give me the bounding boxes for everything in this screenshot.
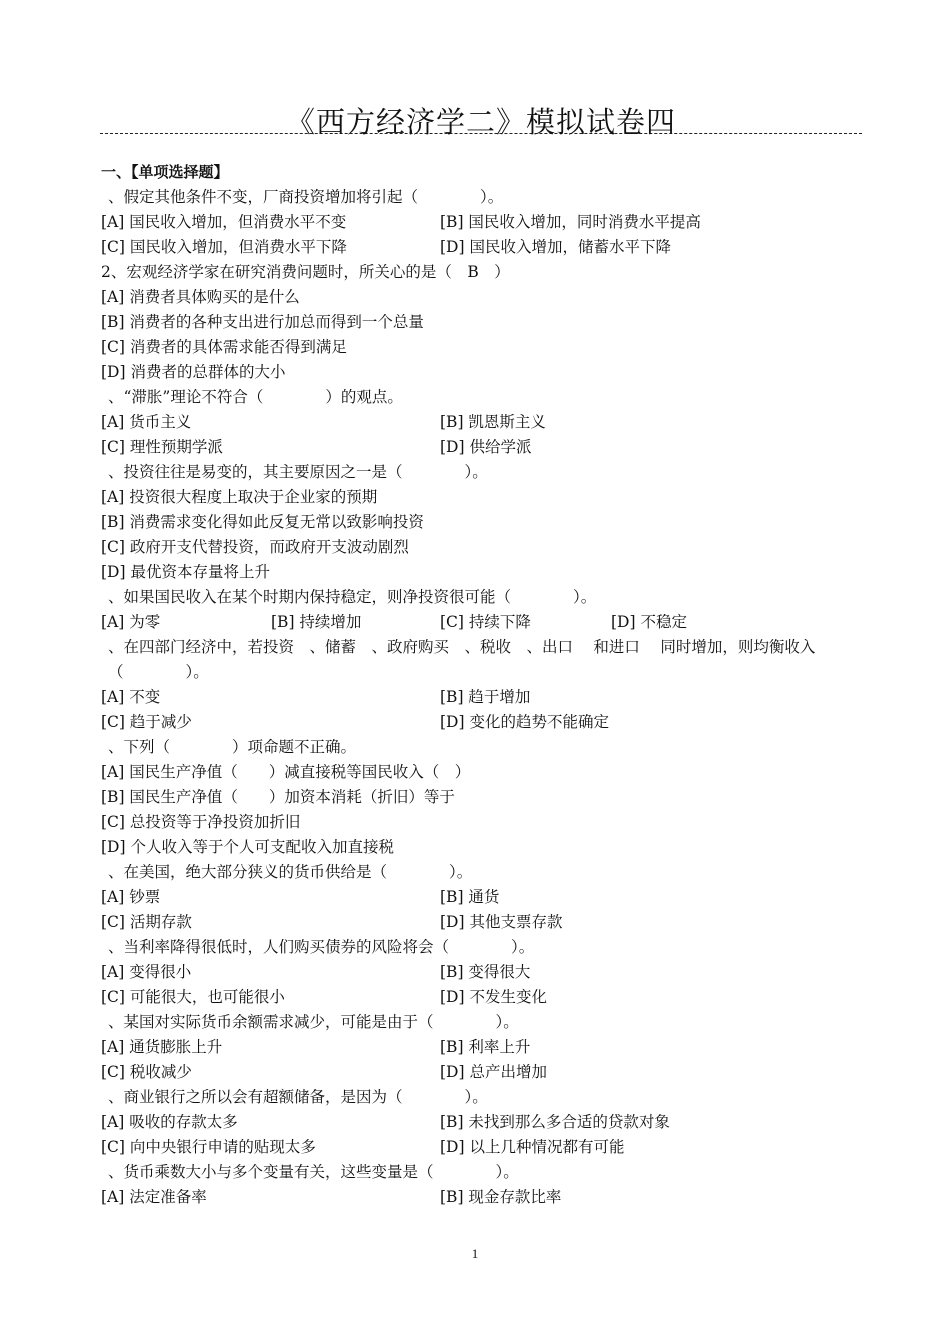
question-body	[101, 160, 863, 1210]
option-c: [C] 国民收入增加，但消费水平下降	[101, 238, 347, 256]
option-b: [B] 趋于增加	[440, 688, 531, 706]
question-stem: 、如果国民收入在某个时期内保持稳定，则净投资很可能（ ）。	[108, 588, 597, 606]
option-d: [D] 不发生变化	[440, 988, 547, 1006]
option-d: [D] 总产出增加	[440, 1063, 547, 1081]
option-c: [C] 活期存款	[101, 913, 192, 931]
title-block	[100, 100, 862, 144]
option-row	[101, 210, 863, 235]
option-a: [A] 法定准备率	[101, 1188, 207, 1206]
option-d: [D] 供给学派	[440, 438, 532, 456]
question-stem: 、某国对实际货币余额需求减少，可能是由于（ ）。	[108, 1013, 519, 1031]
option-c: [C] 税收减少	[101, 1063, 192, 1081]
option-c: [C] 政府开支代替投资，而政府开支波动剧烈	[101, 538, 409, 556]
option-d: [D] 其他支票存款	[440, 913, 563, 931]
question-stem: 、下列（ ）项命题不正确。	[108, 738, 357, 756]
option-a: [A] 通货膨胀上升	[101, 1038, 223, 1056]
option-b: [B] 消费需求变化得如此反复无常以致影响投资	[101, 513, 424, 531]
option-d: [D] 个人收入等于个人可支配收入加直接税	[101, 838, 394, 856]
option-d: [D] 不稳定	[611, 613, 687, 631]
option-b: [B] 未找到那么多合适的贷款对象	[440, 1113, 670, 1131]
option-a: [A] 消费者具体购买的是什么	[101, 288, 300, 306]
question-stem: 、当利率降得很低时，人们购买债券的风险将会（ ）。	[108, 938, 535, 956]
option-row	[101, 885, 863, 910]
option-row	[101, 435, 863, 460]
option-a: [A] 变得很小	[101, 963, 192, 981]
option-c: [C] 可能很大，也可能很小	[101, 988, 285, 1006]
question-stem: 、假定其他条件不变，厂商投资增加将引起（ ）。	[108, 188, 504, 206]
question-stem: 、货币乘数大小与多个变量有关，这些变量是（ ）。	[108, 1163, 519, 1181]
option-row	[101, 710, 863, 735]
question-stem: 、在四部门经济中，若投资 、储蓄 、政府购买 、税收 、出口 和进口 同时增加，则均衡收入	[108, 638, 816, 656]
option-c: [C] 趋于减少	[101, 713, 192, 731]
option-b: [B] 变得很大	[440, 963, 531, 981]
option-b: [B] 现金存款比率	[440, 1188, 562, 1206]
option-c: [C] 总投资等于净投资加折旧	[101, 813, 301, 831]
option-row	[101, 610, 863, 635]
option-row	[101, 1060, 863, 1085]
option-a: [A] 吸收的存款太多	[101, 1113, 238, 1131]
option-row	[101, 235, 863, 260]
option-row	[101, 960, 863, 985]
option-row	[101, 910, 863, 935]
option-a: [A] 投资很大程度上取决于企业家的预期	[101, 488, 378, 506]
option-row	[101, 685, 863, 710]
option-b: [B] 国民生产净值（ ）加资本消耗（折旧）等于	[101, 788, 455, 806]
option-c: [C] 理性预期学派	[101, 438, 223, 456]
option-b: [B] 利率上升	[440, 1038, 531, 1056]
option-row	[101, 1035, 863, 1060]
page-number: 1	[471, 1246, 479, 1261]
option-d: [D] 国民收入增加，储蓄水平下降	[440, 238, 671, 256]
option-a: [A] 货币主义	[101, 413, 192, 431]
option-d: [D] 变化的趋势不能确定	[440, 713, 609, 731]
option-a: [A] 钞票	[101, 888, 161, 906]
option-a: [A] 国民生产净值（ ）减直接税等国民收入（ ）	[101, 763, 471, 781]
option-row	[101, 1185, 863, 1210]
option-d: [D] 以上几种情况都有可能	[440, 1138, 625, 1156]
option-d: [D] 消费者的总群体的大小	[101, 363, 286, 381]
page-title: 《西方经济学二》模拟试卷四	[285, 105, 676, 139]
section-heading: 一、【单项选择题】	[101, 163, 229, 181]
option-a: [A] 为零	[101, 613, 161, 631]
option-c: [C] 持续下降	[440, 613, 531, 631]
option-row	[101, 410, 863, 435]
option-b: [B] 通货	[440, 888, 500, 906]
question-stem: 2、宏观经济学家在研究消费问题时，所关心的是（ B ）	[101, 263, 510, 281]
option-row	[101, 985, 863, 1010]
question-stem: 、商业银行之所以会有超额储备，是因为（ ）。	[108, 1088, 488, 1106]
option-row	[101, 1135, 863, 1160]
option-b: [B] 持续增加	[271, 613, 362, 631]
option-a: [A] 国民收入增加，但消费水平不变	[101, 213, 347, 231]
option-a: [A] 不变	[101, 688, 161, 706]
question-stem-continuation: （ ）。	[108, 663, 209, 681]
question-stem: 、在美国，绝大部分狭义的货币供给是（ ）。	[108, 863, 473, 881]
option-c: [C] 向中央银行申请的贴现太多	[101, 1138, 316, 1156]
question-stem: 、投资往往是易变的，其主要原因之一是（ ）。	[108, 463, 488, 481]
option-b: [B] 国民收入增加，同时消费水平提高	[440, 213, 701, 231]
option-row	[101, 1110, 863, 1135]
question-stem: 、“滞胀”理论不符合（ ）的观点。	[108, 388, 403, 406]
option-c: [C] 消费者的具体需求能否得到满足	[101, 338, 347, 356]
option-b: [B] 凯恩斯主义	[440, 413, 546, 431]
option-b: [B] 消费者的各种支出进行加总而得到一个总量	[101, 313, 424, 331]
option-d: [D] 最优资本存量将上升	[101, 563, 270, 581]
